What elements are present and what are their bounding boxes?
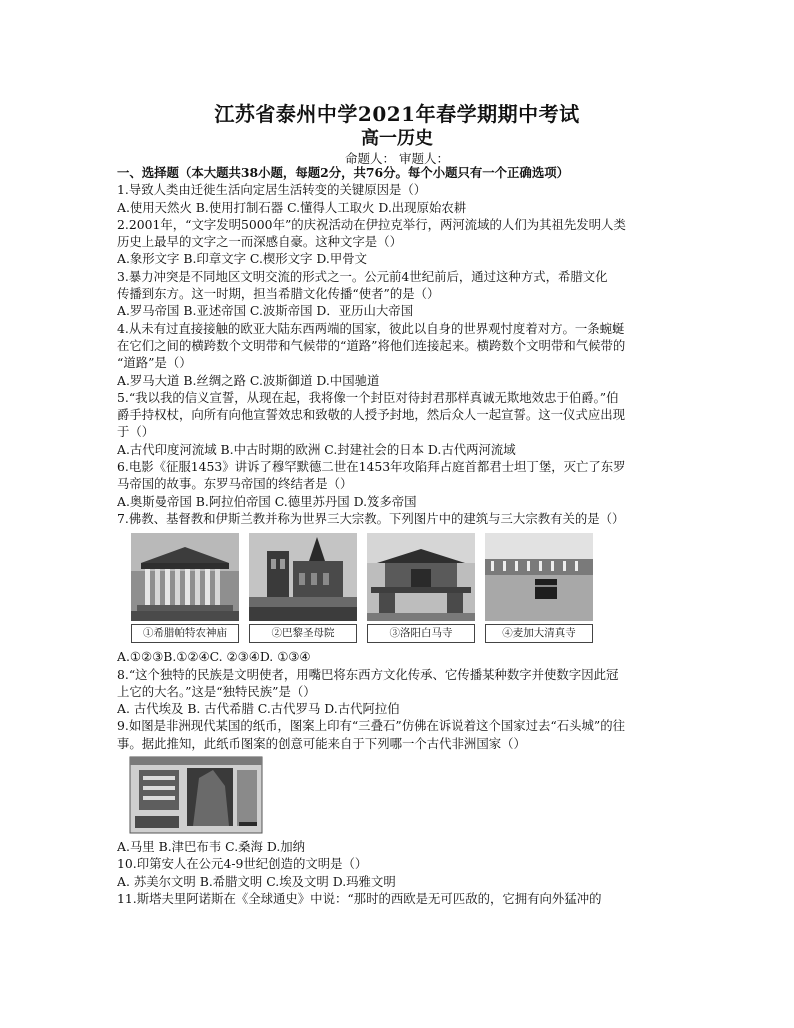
photo-white-horse-temple (367, 533, 475, 645)
question-text: 上它的大名。”这是“独特民族”是（） (117, 683, 316, 699)
photo-caption: ②巴黎圣母院 (249, 624, 357, 643)
photo-caption: ④麦加大清真寺 (485, 624, 593, 643)
white-horse-temple-image (367, 533, 475, 621)
authors-line: 命题人： 审题人： (345, 151, 449, 166)
question-3 (117, 268, 677, 320)
question-text: 传播到东方。这一时期，担当希腊文化传播“使者”的是（） (117, 286, 440, 302)
question-options: A.使用天然火 B.使用打制石器 C.懂得人工取火 D.出现原始农耕 (117, 199, 467, 215)
question-options: A.古代印度河流域 B.中古时期的欧洲 C.封建社会的日本 D.古代两河流域 (117, 441, 516, 457)
question-text: 7.佛教、基督教和伊斯兰教并称为世界三大宗教。下列图片中的建筑与三大宗教有关的是（） (117, 510, 625, 526)
question-text: 9.如图是非洲现代某国的纸币，图案上印有“三叠石”仿佛在诉说着这个国家过去“石头城”的往 (117, 718, 626, 734)
question-6 (117, 458, 677, 510)
question-options: A.象形文字 B.印章文字 C.楔形文字 D.甲骨文 (117, 251, 368, 267)
question-text: 爵手持权杖，向所有向他宣誓效忠和致敬的人授予封地，然后众人一起宣誓。这一仪式应出现 (117, 407, 626, 423)
notre-dame-image (249, 533, 357, 621)
question-text: 3.暴力冲突是不同地区文明交流的形式之一。公元前4世纪前后，通过这种方式，希腊文化 (117, 268, 608, 284)
question-options: A. 古代埃及 B. 古代希腊 C.古代罗马 D.古代阿拉伯 (117, 701, 400, 717)
question-9 (117, 717, 677, 855)
question-text: “道路”是（） (117, 355, 192, 371)
question-text: 事。据此推知，此纸币图案的创意可能来自于下列哪一个古代非洲国家（） (117, 735, 526, 751)
question-10 (117, 855, 677, 890)
question-5 (117, 389, 677, 458)
question-text: 马帝国的故事。东罗马帝国的终结者是（） (117, 476, 353, 492)
section-heading: 一、选择题（本大题共38小题，每题2分，共76分。每个小题只有一个正确选项） (117, 165, 569, 180)
exam-content (117, 164, 677, 907)
photo-caption: ①希腊帕特农神庙 (131, 624, 239, 643)
banknote-picture (129, 756, 263, 834)
question-11 (117, 890, 677, 907)
question-2 (117, 216, 677, 268)
question-text: 5.“我以我的信义宣誓，从现在起，我将像一个封臣对待封君那样真诚无欺地效忠于伯爵。”伯 (117, 389, 619, 405)
question-1 (117, 181, 677, 216)
building-photos (131, 533, 677, 645)
question-text: 11.斯塔夫里阿诺斯在《全球通史》中说：“那时的西欧是无可匹敌的，它拥有向外猛冲的 (117, 890, 602, 906)
question-options: A. 苏美尔文明 B.希腊文明 C.埃及文明 D.玛雅文明 (117, 873, 396, 889)
question-text: 于（） (117, 424, 155, 440)
question-text: 1.导致人类由迁徙生活向定居生活转变的关键原因是（） (117, 182, 427, 198)
question-options: A.罗马大道 B.丝绸之路 C.波斯御道 D.中国驰道 (117, 372, 380, 388)
question-4 (117, 320, 677, 389)
photo-caption: ③洛阳白马寺 (367, 624, 475, 643)
question-8 (117, 666, 677, 718)
photo-mecca-mosque (485, 533, 593, 645)
question-7 (117, 510, 677, 666)
mecca-mosque-image (485, 533, 593, 621)
question-text: 4.从未有过直接接触的欧亚大陆东西两端的国家，彼此以自身的世界观忖度着对方。一条蜿蜒 (117, 320, 625, 336)
question-text: 在它们之间的横跨数个文明带和气候带的“道路”将他们连接起来。横跨数个文明带和气候带的 (117, 337, 626, 353)
photo-notre-dame (249, 533, 357, 645)
question-options: A.①②③B.①②④C. ②③④D. ①③④ (117, 649, 311, 665)
banknote-image (129, 756, 677, 834)
exam-title: 江苏省泰州中学2021年春学期期中考试 (214, 102, 580, 126)
question-text: 2.2001年，“文字发明5000年”的庆祝活动在伊拉克举行，两河流域的人们为其祖先发明人类 (117, 216, 626, 232)
question-text: 8.“这个独特的民族是文明使者，用嘴巴将东西方文化传承、它传播某种数字并使数字因此冠 (117, 666, 619, 682)
question-options: A.奥斯曼帝国 B.阿拉伯帝国 C.德里苏丹国 D.笈多帝国 (117, 493, 417, 509)
question-text: 历史上最早的文字之一而深感自豪。这种文字是（） (117, 234, 402, 250)
question-text: 6.电影《征服1453》讲诉了穆罕默德二世在1453年攻陷拜占庭首都君士坦丁堡，灭亡了东罗 (117, 459, 626, 475)
question-text: 10.印第安人在公元4-9世纪创造的文明是（） (117, 856, 368, 872)
question-options: A.马里 B.津巴布韦 C.桑海 D.加纳 (117, 839, 306, 855)
photo-parthenon (131, 533, 239, 645)
question-options: A.罗马帝国 B.亚述帝国 C.波斯帝国 D．亚历山大帝国 (117, 303, 414, 319)
subject-title: 高一历史 (361, 128, 433, 149)
parthenon-image (131, 533, 239, 621)
